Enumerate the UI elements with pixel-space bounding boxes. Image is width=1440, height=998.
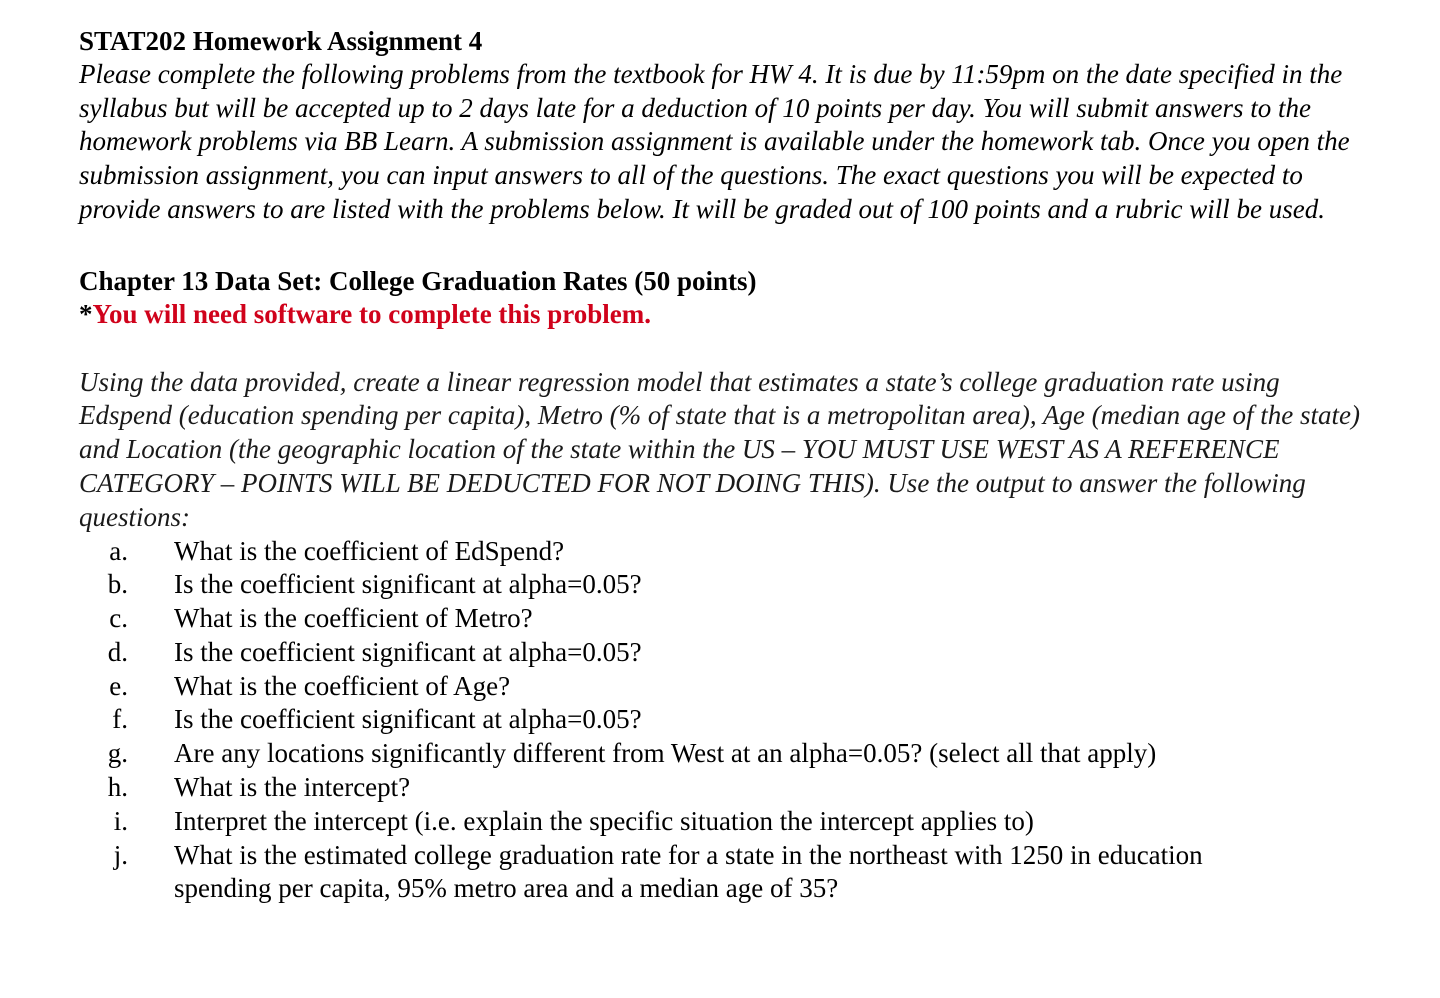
question-text: What is the estimated college graduation rate for a state in the northeast with 1250 in education spending per capita, 95% metro area and a median age of 35? [174, 839, 1203, 904]
page-title: STAT202 Homework Assignment 4 [79, 26, 483, 56]
software-note [79, 298, 1379, 331]
intro-paragraph: Please complete the following problems from the textbook for HW 4. It is due by 11:59pm on the date specified in the syllabus but will be accepted up to 2 days late for a deduction of 10 points per day. You will submit answers to the homework problems via BB Learn. A submission assignment is available under the homework tab. Once you open the submission assignment, you can input answers to all of the questions. The exact questions you will be expected to provide answers to are listed with the problems below. It will be graded out of 100 points and a rubric will be used. [79, 59, 1350, 224]
question-text: What is the intercept? [174, 772, 411, 803]
note-text: You will need software to complete this problem. [92, 298, 651, 329]
question-letter: h. [107, 772, 128, 803]
question-item [79, 568, 1379, 602]
question-letter: a. [109, 535, 128, 566]
question-item [79, 737, 1379, 771]
question-letter: e. [109, 670, 128, 701]
question-item [79, 636, 1379, 670]
question-letter: c. [109, 603, 128, 634]
question-text: Is the coefficient significant at alpha=0.05? [174, 704, 642, 735]
question-text: What is the coefficient of EdSpend? [174, 535, 565, 566]
question-text: Is the coefficient significant at alpha=0.05? [174, 636, 642, 667]
question-item [79, 602, 1379, 636]
question-text: Interpret the intercept (i.e. explain the specific situation the intercept applies to) [174, 805, 1034, 836]
question-item [79, 670, 1379, 704]
chapter-heading: Chapter 13 Data Set: College Graduation Rates (50 points) [79, 265, 757, 296]
question-letter: b. [107, 569, 128, 600]
question-item [79, 839, 1379, 907]
question-text: What is the coefficient of Age? [174, 670, 511, 701]
question-letter: i. [113, 805, 128, 836]
question-item [79, 535, 1379, 569]
question-item [79, 703, 1379, 737]
question-letter: g. [107, 738, 128, 769]
question-letter: d. [107, 636, 128, 667]
question-item [79, 771, 1379, 805]
question-letter: f. [112, 704, 128, 735]
problem-description: Using the data provided, create a linear regression model that estimates a state’s college graduation rate using Edspend (education spending per capita), Metro (% of state that is a metropolitan area), Age (median age of the state) and Location (the geographic location of the state within the US – YOU MUST USE WEST AS A REFERENCE CATEGORY – POINTS WILL BE DEDUCTED FOR NOT DOING THIS). Use the output to answer the following questions: [79, 366, 1361, 532]
note-asterisk: * [79, 298, 93, 329]
question-list [79, 535, 1379, 907]
question-text: Are any locations significantly different from West at an alpha=0.05? (select all that apply) [174, 738, 1157, 769]
question-text: Is the coefficient significant at alpha=0.05? [174, 569, 642, 600]
document-page [79, 24, 1379, 906]
question-letter: j. [113, 839, 128, 870]
question-item [79, 805, 1379, 839]
question-text: What is the coefficient of Metro? [174, 603, 533, 634]
